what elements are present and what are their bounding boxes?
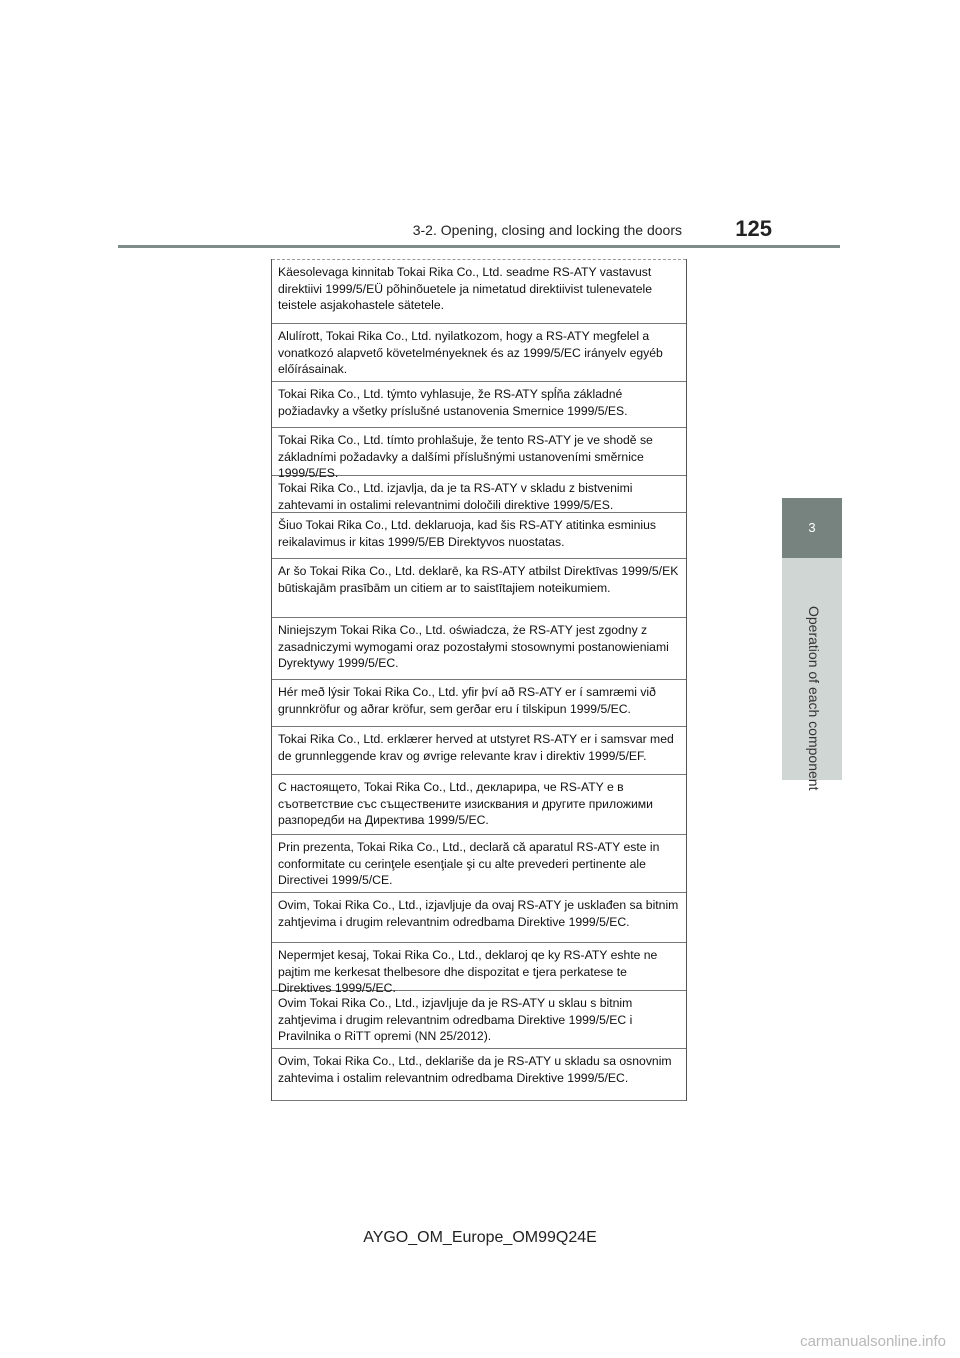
declaration-icelandic: Hér með lýsir Tokai Rika Co., Ltd. yfir því að RS-ATY er í samræmi við grunnkröfur og aðrar kröfur, sem gerðar eru í tilskipun 1999/5/EC. bbox=[272, 679, 686, 726]
declaration-latvian: Ar šo Tokai Rika Co., Ltd. deklarē, ka RS-ATY atbilst Direktīvas 1999/5/EK būtiskajām prasībām un citiem ar to saistītajiem noteikumiem. bbox=[272, 558, 686, 617]
declaration-czech: Tokai Rika Co., Ltd. tímto prohlašuje, že tento RS-ATY je ve shodě se základními požadavky a dalšími příslušnými ustanoveními směrnice 1999/5/ES. bbox=[272, 427, 686, 475]
section-title: 3-2. Opening, closing and locking the doors bbox=[412, 222, 682, 238]
declaration-albanian: Nepermjet kesaj, Tokai Rika Co., Ltd., deklaroj qe ky RS-ATY eshte ne pajtim me kerkesat thelbesore dhe dispozitat e tjera perkatese te Direktives 1999/5/EC. bbox=[272, 942, 686, 990]
declaration-estonian: Käesolevaga kinnitab Tokai Rika Co., Ltd. seadme RS-ATY vastavust direktiivi 1999/5/EÜ põhinõuetele ja nimetatud direktiivist tulenevatele teistele asjakohastele sätetele. bbox=[272, 259, 686, 323]
declaration-slovak: Tokai Rika Co., Ltd. týmto vyhlasuje, že RS-ATY spĺňa základné požiadavky a všetky príslušné ustanovenia Smernice 1999/5/ES. bbox=[272, 381, 686, 427]
declaration-serbian: Ovim, Tokai Rika Co., Ltd., deklariše da je RS-ATY u skladu sa osnovnim zahtevima i ostalim relevantnim odredbama Direktive 1999/5/EC. bbox=[272, 1048, 686, 1101]
declaration-croatian-2: Ovim Tokai Rika Co., Ltd., izjavljuje da je RS-ATY u sklau s bitnim zahtjevima i drugim relevantnim odredbama Direktive 1999/5/EC i Pravilnika o RiTT opremi (NN 25/2012). bbox=[272, 990, 686, 1048]
header-rule bbox=[118, 245, 840, 248]
declaration-norwegian: Tokai Rika Co., Ltd. erklærer herved at utstyret RS-ATY er i samsvar med de grunnleggende krav og øvrige relevante krav i direktiv 1999/5/EF. bbox=[272, 726, 686, 774]
chapter-tab: 3 bbox=[782, 498, 842, 558]
declaration-polish: Niniejszym Tokai Rika Co., Ltd. oświadcza, że RS-ATY jest zgodny z zasadniczymi wymogami oraz pozostałymi stosownymi postanowieniami Dyrektywy 1999/5/EC. bbox=[272, 617, 686, 679]
chapter-label: Operation of each component bbox=[806, 606, 822, 791]
page-number: 125 bbox=[735, 216, 772, 241]
declaration-bulgarian: С настоящето, Tokai Rika Co., Ltd., декларира, че RS-ATY е в съответствие със съществените изисквания и другите приложими разпоредби на Директива 1999/5/ЕС. bbox=[272, 774, 686, 834]
document-id: AYGO_OM_Europe_OM99Q24E bbox=[363, 1229, 597, 1246]
declaration-lithuanian: Šiuo Tokai Rika Co., Ltd. deklaruoja, kad šis RS-ATY atitinka esminius reikalavimus ir kitas 1999/5/EB Direktyvos nuostatas. bbox=[272, 512, 686, 558]
watermark: carmanualsonline.info bbox=[800, 1333, 946, 1350]
declaration-slovenian: Tokai Rika Co., Ltd. izjavlja, da je ta RS-ATY v skladu z bistvenimi zahtevami in ostalimi relevantnimi določili direktive 1999/5/ES. bbox=[272, 475, 686, 512]
page-header bbox=[118, 216, 840, 246]
declaration-hungarian: Alulírott, Tokai Rika Co., Ltd. nyilatkozom, hogy a RS-ATY megfelel a vonatkozó alapvető követelményeknek és az 1999/5/EC irányelv egyéb előírásainak. bbox=[272, 323, 686, 381]
declaration-croatian-1: Ovim, Tokai Rika Co., Ltd., izjavljuje da ovaj RS-ATY je usklađen sa bitnim zahtjevima i drugim relevantnim odredbama Direktive 1999/5/EC. bbox=[272, 892, 686, 942]
declaration-romanian: Prin prezenta, Tokai Rika Co., Ltd., declară că aparatul RS-ATY este in conformitate cu cerinţele esenţiale şi cu alte prevederi pertinente ale Directivei 1999/5/CE. bbox=[272, 834, 686, 892]
declarations-table bbox=[271, 259, 687, 1101]
